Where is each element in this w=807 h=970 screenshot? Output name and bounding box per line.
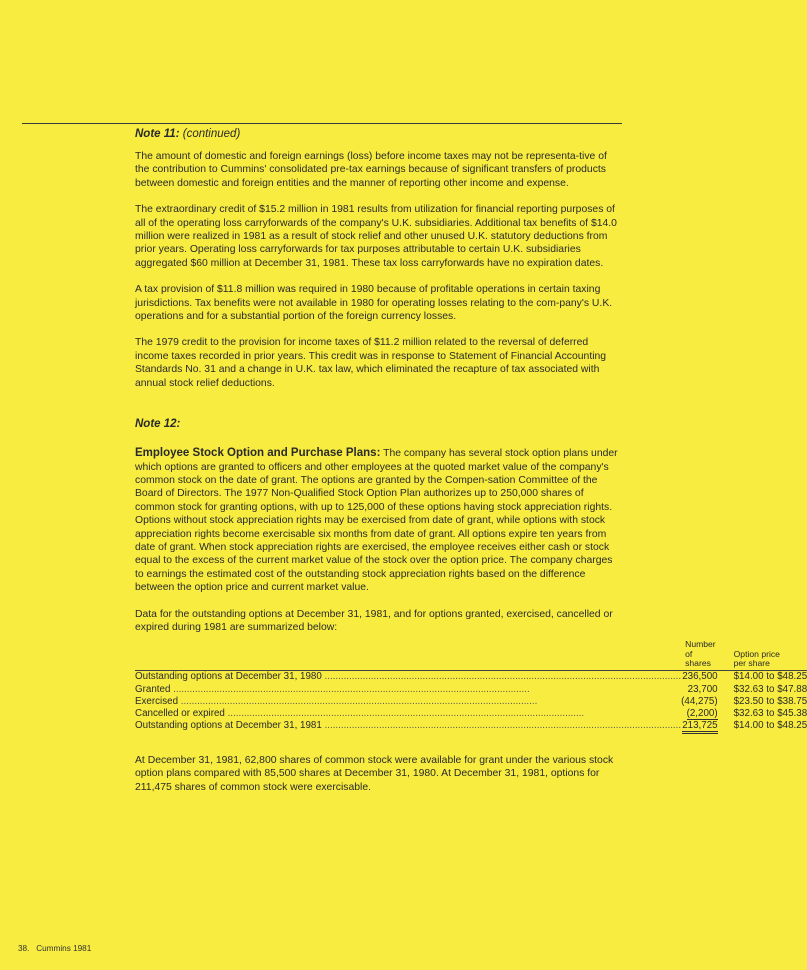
header-price (720, 640, 807, 670)
header-price-line: Option price (733, 648, 780, 659)
top-rule (22, 123, 622, 124)
note-12-paragraph (135, 447, 620, 594)
note-11-paragraph: The amount of domestic and foreign earnings (loss) before income taxes may not be representa-tive of the contribution to Cummins' consolidated pre-tax earnings because of significant transfers of products between domestic and foreign entities and the manner of reporting other income and expense. (135, 151, 607, 189)
note-11-continued: (continued) (182, 128, 241, 140)
header-price-line: per share (733, 658, 770, 669)
table-row (135, 670, 807, 683)
page-footer (18, 944, 91, 953)
row-label: Exercised ..... (135, 695, 681, 707)
stock-options-table (135, 640, 807, 731)
table-row (135, 683, 807, 695)
note-12-heading: Note 12: (135, 418, 181, 431)
row-shares: 236,500 (682, 671, 718, 683)
note-11-heading (135, 128, 620, 140)
row-label: Outstanding options at December 31, 1980 ..... (135, 670, 681, 683)
footer-title: Cummins 1981 (36, 944, 92, 953)
row-price: $14.00 to $48.25 (733, 720, 807, 732)
note-11-title: Note 11: (135, 128, 180, 140)
table-header-row (135, 640, 807, 670)
row-price: $23.50 to $38.75 (733, 695, 807, 707)
row-shares: (44,275) (681, 695, 718, 707)
table-row (135, 720, 807, 732)
page-body (135, 128, 807, 794)
note-11-paragraph: The 1979 credit to the provision for income taxes of $11.2 million related to the reversal of deferred income taxes recorded in prior years. This credit was in response to Statement of Financial Accounting Standards No. 31 and a change in U.K. tax law, which eliminated the recapture of tax associated with annual stock relief deductions. (135, 337, 607, 389)
row-shares: 23,700 (687, 683, 718, 695)
row-label: Granted ..... (135, 683, 681, 695)
row-shares (681, 720, 720, 732)
header-shares-line: of (685, 648, 693, 659)
table-row (135, 707, 807, 719)
header-shares-line: shares (685, 658, 711, 669)
header-label-blank (135, 640, 681, 670)
table-intro: Data for the outstanding options at December 31, 1981, and for options granted, exercised, cancelled or expired during 1981 are summarized below: (135, 608, 613, 633)
header-shares-line: Number (685, 639, 716, 650)
section-body: The company has several stock option plans under which options are granted to officers and other employees at the quoted market value of the company's common stock on the date of grant. The options are granted by the Compen-sation Committee of the Board of Directors. The 1977 Non-Qualified Stock Option Plan authorizes up to 250,000 shares of common stock for granting options, with up to 125,000 of these options having stock appreciation rights. Options without stock appreciation rights may be exercised from date of grant, while options with stock appreciation rights become exercisable six months from date of grant. All options expire ten years from date of grant. When stock appreciation rights are exercised, the employee receives either cash or stock equal to the excess of the current market value of the stock over the option price. The company charges to earnings the estimated cost of the outstanding stock appreciation rights based on the difference between the option price and current market value. (135, 448, 618, 594)
row-price: $32.63 to $47.88 (733, 683, 807, 695)
header-shares (681, 640, 720, 670)
row-shares-value: (2,200) (686, 708, 718, 720)
section-title: Employee Stock Option and Purchase Plans: (135, 447, 381, 460)
row-price: $14.00 to $48.25 (733, 671, 807, 683)
row-label: Outstanding options at December 31, 1981 ..... (135, 720, 681, 732)
note-11-paragraph: A tax provision of $11.8 million was required in 1980 because of profitable operations in certain taxing jurisdictions. Tax benefits were not available in 1980 for operating losses relating to the com-pany's U.K. operations and for a substantial portion of the foreign currency losses. (135, 284, 613, 323)
row-price: $32.63 to $45.38 (733, 708, 807, 720)
row-shares (681, 707, 720, 719)
page-number: 38. (18, 944, 30, 953)
table-row (135, 695, 807, 707)
closing-paragraph: At December 31, 1981, 62,800 shares of common stock were available for grant under the various stock option plans compared with 85,500 shares at December 31, 1980. At December 31, 1981, options for 211,475 shares of common stock were exercisable. (135, 754, 614, 793)
note-11-paragraph: The extraordinary credit of $15.2 million in 1981 results from utilization for financial reporting purposes of all of the operating loss carryforwards of the company's U.K. subsidiaries. Additional tax benefits of $14.0 million were realized in 1981 as a result of stock relief and other unused U.K. statutory deductions from prior years. Operating loss carryforwards for tax purposes attributable to certain U.K. subsidiaries aggregated $60 million at December 31, 1981. These tax loss carryforwards have no expiration dates. (135, 204, 617, 269)
row-shares-value: 213,725 (682, 720, 717, 734)
row-label: Cancelled or expired ..... (135, 707, 681, 719)
